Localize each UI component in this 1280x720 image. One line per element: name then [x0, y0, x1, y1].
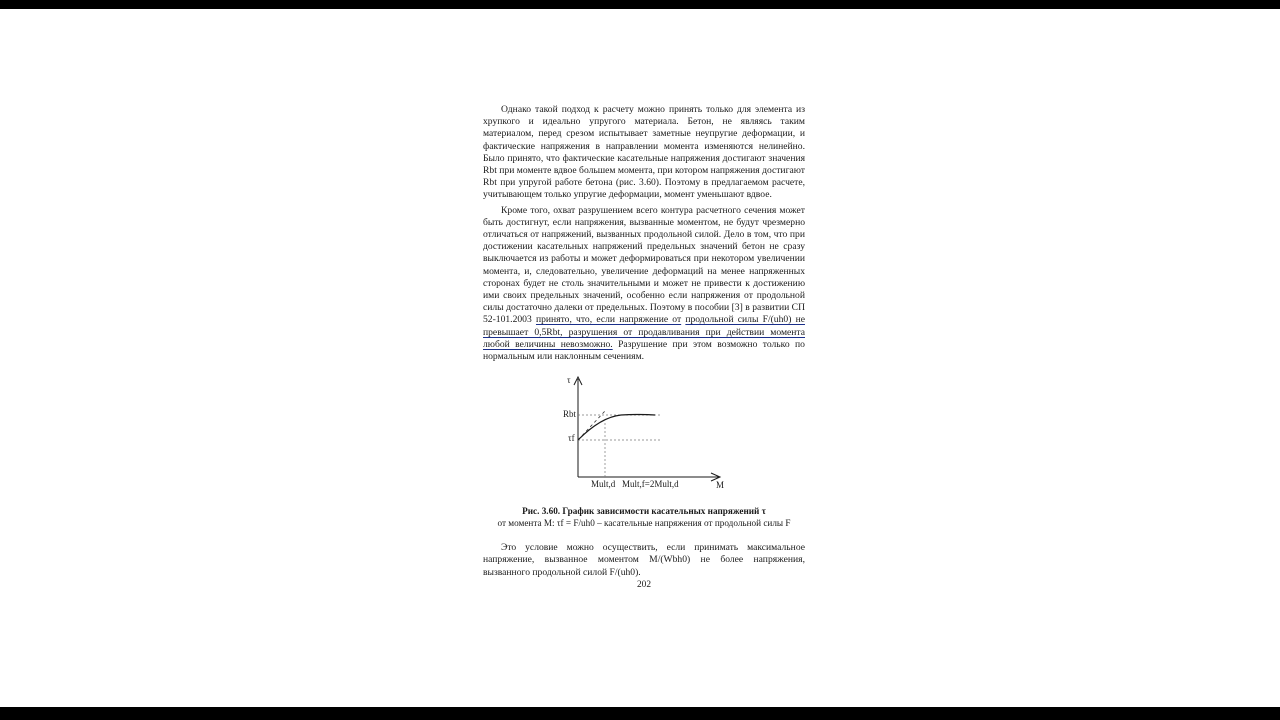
- m-ult-f-label: Mult,f=2Mult,d: [622, 479, 679, 490]
- tau-moment-graph: [483, 371, 805, 503]
- m-ult-d-label: Mult,d: [591, 479, 616, 490]
- paragraph-2: [483, 205, 805, 364]
- paragraph-1: Однако такой подход к расчету можно принять только для элемента из хрупкого и идеально упругого материала. Бетон, не являясь таким материалом, перед срезом испытывает заметные неупругие деформации, и фактические напряжения в направлении момента изменяются нелинейно. Было принято, что фактические касательные напряжения достигают значения Rbt при моменте вдвое большем момента, при котором напряжения достигают Rbt при упругой работе бетона (рис. 3.60). Поэтому в предлагаемом расчете, учитывающем только упругие деформации, момент уменьшают вдвое.: [483, 104, 805, 201]
- letterbox-bottom: [0, 707, 1280, 720]
- caption-line-2: от момента M: τf = F/uh0 – касательные напряжения от продольной силы F: [497, 518, 791, 529]
- book-page: [483, 104, 805, 591]
- paragraph-2-start: Кроме того, охват разрушением всего контура расчетного сечения может быть достигнут, если напряжения, вызванные моментом, не будут чрезмерно отличаться от напряжений, вызванных продольной силой. Дело в том, что при достижении касательных напряжений предельных значений бетон не сразу выключается из работы и может деформироваться при некотором увеличении момента, и, следовательно, увеличение деформаций на менее напряженных сторонах будет не столь значительными и может не привести к достижению ими своих предельных значений, особенно если напряжения от продольной силы достаточно далеки от предельных. Поэтому в пособии [3] в развитии СП 52-101.2003: [483, 204, 805, 326]
- paragraph-3: Это условие можно осуществить, если принимать максимальное напряжение, вызванное моментом M/(Wbh0) не более напряжения, вызванного продольной силой F/(uh0).: [483, 542, 805, 578]
- figure-caption: [483, 505, 805, 529]
- tau-f-label: τf: [568, 433, 575, 444]
- y-axis-label: τ: [567, 375, 571, 386]
- letterbox-top: [0, 0, 1280, 9]
- x-axis-label: M: [716, 480, 725, 491]
- underlined-text-1: принято, что, если напряжение от: [535, 314, 682, 326]
- caption-line-1: Рис. 3.60. График зависимости касательных напряжений τ: [522, 506, 766, 517]
- paragraph-2-end: Разрушение при этом возможно только по нормальным или наклонным сечениям.: [483, 338, 805, 363]
- tau-curve: [578, 415, 655, 441]
- figure-3-60: [483, 371, 805, 503]
- rbt-label: Rbt: [563, 409, 577, 420]
- underlined-text-2: продольной силы F/(uh0) не превышает 0,5Rbt, разрушения от продавливания при действии момента любой величины невозможно.: [483, 314, 805, 350]
- page-number: 202: [636, 579, 652, 590]
